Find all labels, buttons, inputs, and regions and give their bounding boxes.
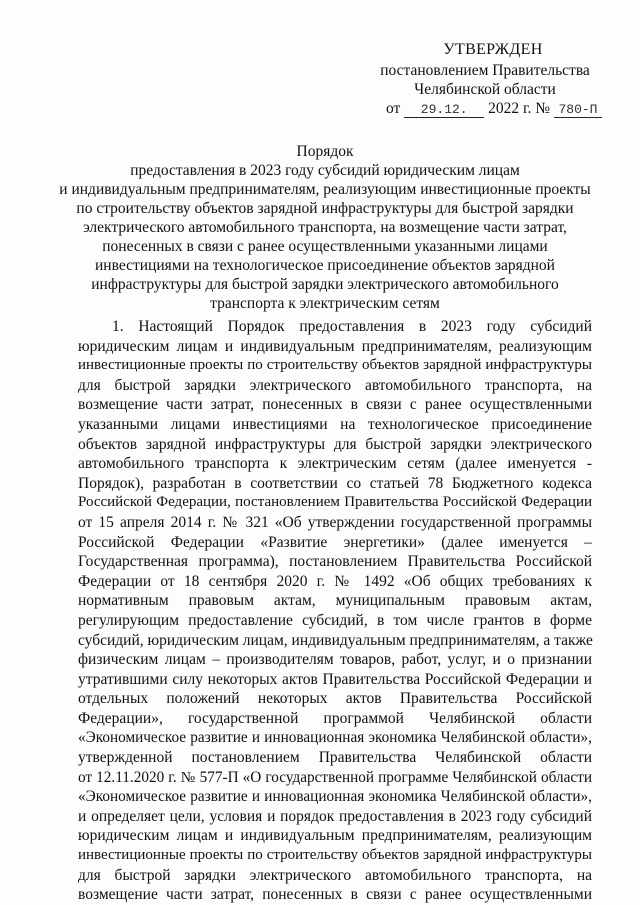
body-line: от 15 апреля 2014 г. № 321 «Об утверждении государственной программы	[78, 513, 592, 531]
title-line: инфраструктуры для быстрой зарядки электрического автомобильного	[91, 276, 559, 293]
title-line: электрического автомобильного транспорта, на возмещение части затрат,	[83, 219, 567, 236]
body-line: инвестиционные проекты по строительству объектов зарядной инфраструктуры	[78, 357, 592, 374]
body-line: утратившими силу некоторых актов Правительства Российской Федерации и	[78, 670, 592, 688]
body-line: 1. Настоящий Порядок предоставления в 2023 году субсидий	[112, 318, 592, 335]
body-line: от 12.11.2020 г. № 577-П «О государственной программе Челябинской области	[78, 768, 592, 786]
date-field: 29.12.	[404, 103, 484, 118]
date-prefix: от	[386, 100, 401, 117]
body-line: физическим лицам – производителям товаров, работ, услуг, и о признании	[78, 651, 592, 669]
body-line: «Экономическое развитие и инновационная экономика Челябинской области»,	[78, 729, 592, 747]
body-line: Порядок), разработан в соответствии со статьей 78 Бюджетного кодекса	[78, 474, 592, 492]
body-line: юридическим лицам и индивидуальным предпринимателям, реализующим	[78, 827, 592, 845]
body-line: регулирующим предоставление субсидий, в том числе грантов в форме	[78, 611, 592, 629]
title-line: предоставления в 2023 году субсидий юридическим лицам	[130, 162, 520, 179]
approval-block	[360, 40, 610, 118]
year-suffix: 2022 г. №	[488, 100, 551, 117]
body-line: Федерации от 18 сентября 2020 г. № 1492 «Об общих требованиях к	[78, 572, 592, 590]
document-title	[40, 142, 610, 313]
body-line: Государственная программа), постановлением Правительства Российской	[78, 553, 592, 571]
body-line: объектов зарядной инфраструктуры для быстрой зарядки электрического	[78, 435, 592, 453]
body-line: возмещение части затрат, понесенных в связи с ранее осуществленными	[78, 886, 592, 904]
body-line: «Экономическое развитие и инновационная экономика Челябинской области»,	[78, 788, 592, 806]
title-line: по строительству объектов зарядной инфраструктуры для быстрой зарядки	[76, 200, 574, 217]
body-line: утвержденной постановлением Правительства Челябинской области	[78, 749, 592, 767]
body-line: указанными лицами инвестициями на технологическое присоединение	[78, 415, 592, 433]
body-line: Российской Федерации, постановлением Правительства Российской Федерации	[78, 494, 592, 511]
approval-date-line	[386, 99, 610, 118]
body-line: Российской Федерации «Развитие энергетики» (далее именуется –	[78, 533, 592, 551]
body-line: юридическим лицам и индивидуальным предпринимателям, реализующим	[78, 337, 592, 355]
body-line: автомобильного транспорта к электрическим сетям (далее именуется -	[78, 455, 592, 473]
body-paragraph	[78, 317, 592, 905]
body-line: для быстрой зарядки электрического автомобильного транспорта, на	[78, 376, 592, 394]
body-line: инвестиционные проекты по строительству объектов зарядной инфраструктуры	[78, 847, 592, 864]
approval-line-2: Челябинской области	[414, 81, 556, 98]
body-line: субсидий, юридическим лицам, индивидуальным предпринимателям, а также	[78, 631, 593, 649]
title-line: и индивидуальным предпринимателям, реализующим инвестиционные проекты	[59, 181, 591, 198]
title-line: понесенных в связи с ранее осуществленными указанными лицами	[102, 238, 548, 255]
approval-line-1: постановлением Правительства	[380, 62, 590, 79]
title-heading: Порядок	[296, 143, 354, 160]
body-line: отдельных положений некоторых актов Правительства Российской	[78, 690, 592, 708]
body-line: для быстрой зарядки электрического автомобильного транспорта, на	[78, 866, 592, 884]
title-line: инвестициями на технологическое присоединение объектов зарядной	[95, 257, 555, 274]
body-line: Федерации», государственной программой Челябинской области	[78, 709, 592, 727]
body-line: нормативным правовым актам, муниципальным правовым актам,	[78, 592, 592, 610]
body-line: и определяет цели, условия и порядок предоставления в 2023 году субсидий	[78, 807, 592, 825]
number-field: 780-П	[554, 103, 602, 118]
body-line: возмещение части затрат, понесенных в связи с ранее осуществленными	[78, 396, 592, 414]
title-line: транспорта к электрическим сетям	[210, 295, 440, 312]
approval-heading: УТВЕРЖДЕН	[443, 41, 543, 58]
